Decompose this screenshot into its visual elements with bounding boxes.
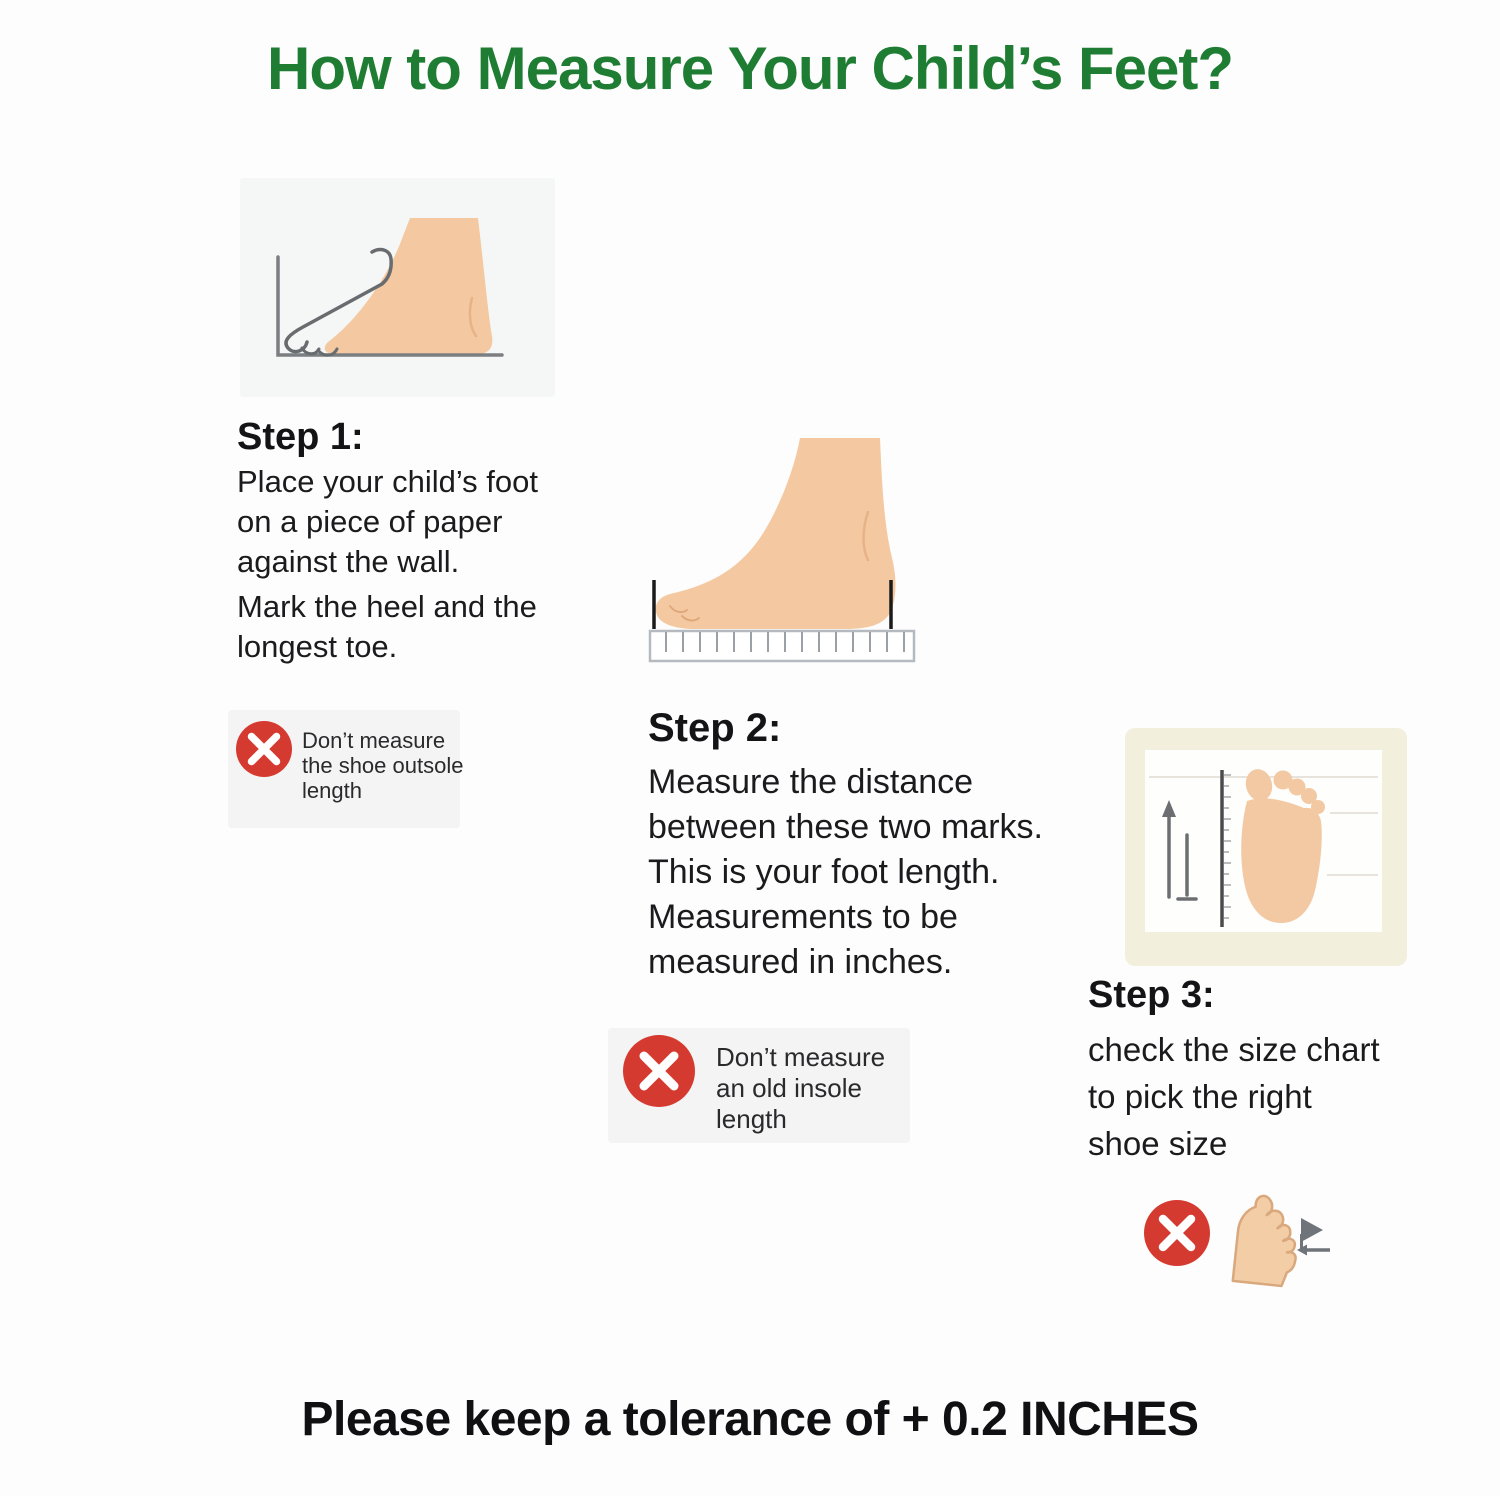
text-line: on a piece of paper	[237, 504, 503, 539]
text-line: Don’t measure	[302, 728, 446, 753]
text-line: the shoe outsole	[302, 753, 464, 778]
step1-heading: Step 1:	[237, 416, 364, 458]
tolerance-note: Please keep a tolerance of + 0.2 INCHES	[301, 1393, 1199, 1446]
text-line: Mark the heel and the	[237, 589, 537, 624]
step3-heading: Step 3:	[1088, 974, 1215, 1016]
text-line: length	[716, 1104, 787, 1134]
text-line: This is your foot length.	[648, 853, 1000, 891]
text-line: Place your child’s foot	[237, 464, 538, 499]
ruler	[650, 631, 914, 661]
step3-paragraph	[1088, 1026, 1380, 1167]
text-line: Measurements to be	[648, 898, 958, 936]
step1-paragraph-1	[237, 462, 538, 582]
text-line: against the wall.	[237, 544, 460, 579]
step2-heading: Step 2:	[648, 706, 782, 750]
text-line: an old insole	[716, 1073, 862, 1103]
text-line: longest toe.	[237, 629, 398, 664]
toes-fragment-icon	[1233, 1194, 1302, 1288]
step1-paragraph-2	[237, 587, 537, 667]
dont-x-icon	[235, 720, 293, 778]
text-line: check the size chart	[1088, 1031, 1380, 1068]
page-title: How to Measure Your Child’s Feet?	[266, 35, 1234, 102]
foot-silhouette	[656, 438, 896, 629]
text-line: length	[302, 778, 362, 803]
text-line: Don’t measure	[716, 1042, 886, 1072]
warning-text-outsole	[302, 728, 463, 803]
dont-x-icon	[622, 1034, 696, 1108]
step2-foot-ruler-illustration	[630, 400, 950, 670]
shift-arrows-icon	[1297, 1218, 1330, 1256]
step2-paragraph	[648, 760, 1043, 985]
dont-toe-allowance-illustration	[1140, 1192, 1340, 1296]
dont-x-icon	[1144, 1200, 1210, 1266]
text-line: to pick the right	[1088, 1078, 1312, 1115]
warning-text-insole	[716, 1042, 885, 1135]
step1-foot-tracing-illustration	[240, 178, 555, 397]
text-line: measured in inches.	[648, 943, 953, 981]
text-line: between these two marks.	[648, 808, 1043, 846]
text-line: shoe size	[1088, 1125, 1228, 1162]
text-line: Measure the distance	[648, 763, 974, 801]
step3-size-chart-illustration	[1125, 728, 1407, 966]
